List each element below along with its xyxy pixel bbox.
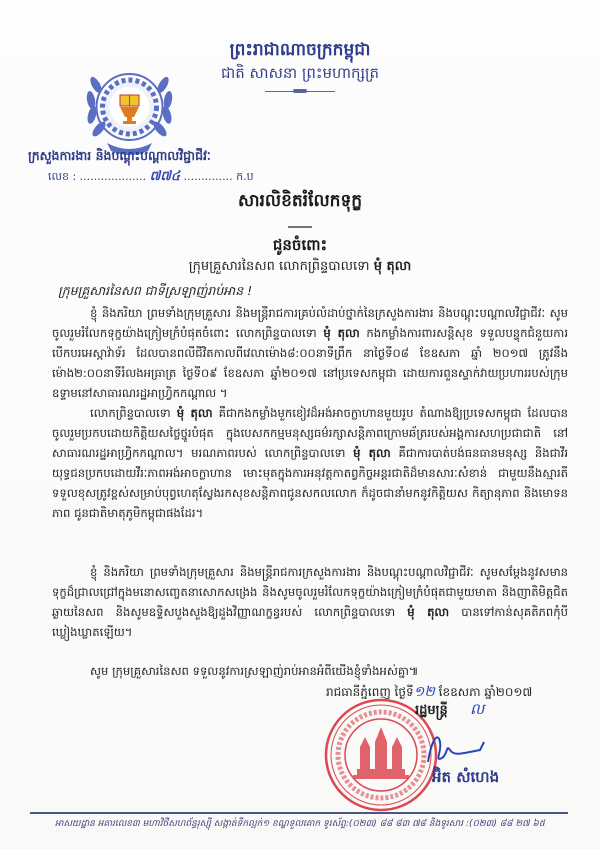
letter-title: សារលិខិតរំលែកទុក្ខ: [237, 191, 363, 211]
salutation: ក្រុមគ្រួសារនៃសព ជាទីស្រឡាញ់រាប់អាន !: [58, 283, 253, 298]
body-paragraph-2: [52, 403, 568, 523]
footer-divider: [30, 812, 568, 814]
body-paragraph-3: [52, 562, 568, 642]
date-day: ១២: [413, 684, 435, 700]
kingdom-name: ព្រះរាជាណាចក្រកម្ពុជា: [229, 40, 371, 60]
signature-icon: [420, 728, 500, 768]
reference-dots-left: ...................: [79, 170, 147, 183]
reference-suffix: ក.ប: [236, 170, 254, 183]
reference-dots-right: ..............: [183, 170, 233, 183]
deceased-name: មុំ តុលា: [323, 326, 360, 340]
paragraph-text: ខ្ញុំ និងភរិយា ព្រមទាំងក្រុមគ្រួសារ និងមន្ត្រីរាជការគ្រប់លំដាប់ថ្នាក់នៃក្រសួងការងារ និងបណ្តុះបណ្តាលវិជ្ជាជីវៈ សូមចូលរួមរំលែកទុក្ខយ៉ាងក្រៀមក្រំបំផុតចំពោះ លោកព្រិន្ទបាលទោ: [52, 306, 568, 340]
addressed-to-label: ជូនចំពោះ: [272, 236, 328, 254]
recipient-name: មុំ តុលា: [373, 259, 412, 274]
closing-paragraph: [52, 661, 568, 681]
ministry-emblem-icon: [82, 55, 177, 160]
ministry-name: ក្រសួងការងារ និងបណ្តុះបណ្តាលវិជ្ជាជីវៈ: [28, 148, 211, 163]
header-ornament-icon: [265, 88, 335, 94]
initial-mark: ល: [470, 700, 485, 718]
handwritten-signature: [420, 728, 500, 768]
deceased-name: មុំ តុលា: [407, 605, 450, 619]
ministry-logo: [82, 55, 177, 160]
paragraph-text: បានទៅកាន់សុគតិភពកុំបីឃ្លៀងឃ្លាតឡើយ។: [52, 605, 568, 639]
reference-number: ៧៧៤: [149, 169, 181, 184]
place-and-date: [326, 682, 532, 703]
signer-title: រដ្ឋមន្ត្រី: [415, 703, 448, 718]
reference-number-line: [48, 168, 254, 187]
recipient-line: [0, 258, 600, 277]
kingdom-header: [200, 38, 400, 94]
reference-label: លេខ :: [48, 170, 77, 183]
title-divider: [288, 226, 312, 228]
paragraph-text: កងកម្លាំងការពារសន្តិសុខ ទទួលបន្ទុកជំនួយការបើកបរអេស្កាវ៉ាទ័រ ដែលបានពលីជីវិតកាលពីវេលាម៉ោង៨:០០នាទីព្រឹក នាថ្ងៃទី០៨ ខែឧសភា ឆ្នាំ ២០១៧ ត្រូវនឹងម៉ោង២:០០នាទីរំលងអធ្រាត្រ ថ្ងៃទី០៩ ខែឧសភា ឆ្នាំ២០១៧ នៅប្រទេសកម្ពុជា ដោយការពួនស្ទាក់វាយប្រហាររបស់ក្រុមឧទ្ទាមនៅសាធារណរដ្ឋអាហ្វ្រិកកណ្តាល ។: [52, 326, 568, 400]
recipient-prefix: ក្រុមគ្រួសារនៃសព លោកព្រិន្ទបាលទោ: [188, 259, 370, 274]
date-month-year: ខែឧសភា ឆ្នាំ២០១៧: [438, 685, 533, 699]
paragraph-text: សូម ក្រុមគ្រួសារនៃសព ទទួលនូវការស្រឡាញ់រាប់អានអំពីយើងខ្ញុំទាំងអស់គ្នា៕: [90, 664, 419, 678]
deceased-name: មុំ តុលា: [353, 446, 391, 460]
paragraph-text: ខ្ញុំ និងភរិយា ព្រមទាំងក្រុមគ្រួសារ និងមន្ត្រីរាជការក្រសួងការងារ និងបណ្តុះបណ្តាលវិជ្ជាជីវៈ សូមសម្តែងនូវសមានទុក្ខដ៏ជ្រាលជ្រៅក្នុងមនោសញ្ចេតនាសោកសង្រេង និងសូមចូលរួមរំលែកទុក្ខយ៉ាងក្រៀមក្រំបំផុតជាមួយមាតា និងញាតិមិត្តជិតឆ្ងាយនៃសព និងសូមឧទ្ទិសបួងសួងឱ្យដួងវិញ្ញាណក្ខន្ធរបស់ លោកព្រិន្ទបាលទោ: [52, 565, 568, 619]
deceased-name: មុំ តុលា: [176, 406, 213, 420]
paragraph-text: លោកព្រិន្ទបាលទោ: [90, 406, 171, 420]
paragraph-text: គឺជាការបាត់បង់ធនធានមនុស្ស និងជាវីរយុទ្ធជនប្រកបដោយវីរៈភាពអង់អាចក្លាហាន មោះមុតក្នុងការអនុវត្តកាតព្វកិច្ចអន្តរជាតិដ៏មានសារៈសំខាន់ ជាមួយនឹងស្មារតីទទួលខុសត្រូវខ្ពស់សម្រាប់បុព្វហេតុស្វែងរកសុខសន្តិភាពជូនសកលលោក ក៏ដូចជានាំមកនូវកិត្តិយស កិត្យានុភាព និងមោទនភាព ជូនជាតិមាតុភូមិកម្ពុជាផងដែរ។: [52, 446, 568, 520]
paragraph-text: គឺជាកងកម្លាំងមួកខៀវដ៏អង់អាចក្លាហានមួយរូប តំណាងឱ្យប្រទេសកម្ពុជា ដែលបានចូលរួមប្រកបដោយកិត្តិយសថ្លៃថ្នូរបំផុត ក្នុងបេសកកម្មមនុស្សធម៌រក្សាសន្តិភាពក្រោមឆ័ត្ររបស់អង្គការសហប្រជាជាតិ នៅសាធារណរដ្ឋអាហ្វ្រិកកណ្តាល។ មរណភាពរបស់ លោកព្រិន្ទបាលទោ: [52, 406, 569, 460]
footer-address: អាសយដ្ឋាន អគារលេខ៣ មហាវិថីសហព័ន្ធរុស្ស៊ី សង្កាត់ទឹកល្អក់១ ខណ្ឌទួលគោក ទូរស័ព្ទ:(០២៣) ៨៨ ៨៣ ៧៨ និងទូរសារ :(០២៣) ៨៨ ២៧ ៦៥: [54, 819, 546, 829]
national-motto: ជាតិ សាសនា ព្រះមហាក្សត្រ: [220, 64, 380, 82]
signer-name: អ៊ិត សំហេង: [432, 768, 500, 786]
body-paragraph-1: [52, 303, 568, 403]
place-date-prefix: រាជធានីភ្នំពេញ ថ្ងៃទី: [326, 685, 414, 699]
